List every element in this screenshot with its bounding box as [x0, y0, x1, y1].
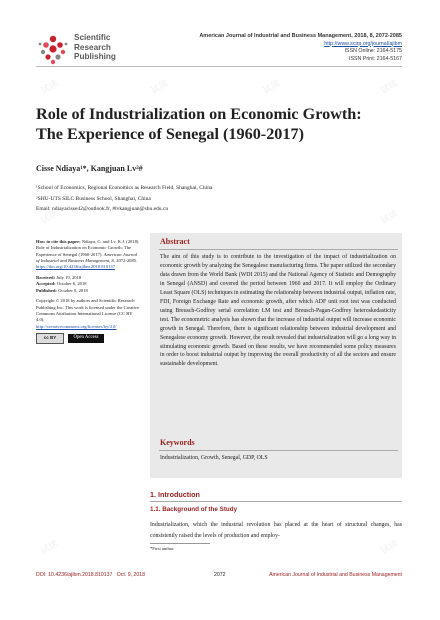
keywords-heading: Keywords [160, 438, 195, 447]
publisher-logo [36, 32, 70, 66]
watermark: 试读 [378, 78, 400, 96]
affiliation-2: ²SHU-UTS SILC Business School, Shanghai, China [36, 195, 151, 202]
affiliations [36, 183, 212, 215]
journal-citation: American Journal of Industrial and Business Management, 2018, 8, 2072-2085 [199, 33, 402, 39]
published-date: October 9, 2018 [58, 287, 88, 293]
cc-by-icon[interactable]: cc BY [36, 333, 64, 344]
open-access-label: Open Access [73, 335, 99, 341]
keywords-divider [159, 450, 398, 451]
paper-title: Role of Industrialization on Economic Growth: The Experience of Senegal (1960-2017) [36, 105, 362, 143]
received-date: July 19, 2018 [56, 274, 82, 280]
watermark: 试读 [260, 78, 282, 96]
open-access-badge [68, 334, 104, 343]
keywords-text: Industrialization, Growth, Senegal, GDP, OLS [160, 455, 268, 461]
section-heading-introduction: 1. Introduction [150, 490, 200, 499]
issn-print: ISSN Print: 2164-5167 [349, 55, 402, 62]
footnote: *First author. [150, 546, 175, 551]
watermark: 试读 [38, 538, 60, 556]
header-divider [36, 66, 402, 67]
watermark: 试读 [38, 78, 60, 96]
author-list: Cisse Ndiaya¹*, Kangjuan Lv²# [36, 164, 143, 173]
subsection-heading-background: 1.1. Background of the Study [150, 506, 238, 513]
abstract-divider [159, 249, 398, 250]
footnote-divider [150, 543, 210, 544]
cite-label: How to cite this paper: [36, 239, 81, 244]
issn-online: ISSN Online: 2164-5175 [344, 48, 402, 55]
cite-pages: 8, 2072-2085. [111, 257, 138, 263]
cite-text: Ndiaya, C. and Lv, K.J. (2018) Role of Industrialization on Economic Growth: The Experience of Senegal (1960-2017). [36, 239, 139, 257]
author-email: Email: ndiayacisse42@outlook.fr, #lvkangjuan@shu.edu.cn [36, 206, 169, 212]
abstract-heading: Abstract [160, 237, 190, 246]
cite-journal: American Journal of Industrial and Business Management, [36, 251, 138, 263]
footer-doi: DOI: 10.4236/ajibm.2018.810137 [36, 572, 113, 578]
publisher-name: Scientific Research Publishing [74, 33, 116, 62]
footer-date: Oct. 9, 2018 [116, 572, 146, 578]
watermark: 试读 [148, 78, 170, 96]
abstract-text: The aim of this study is to contribute to the investigation of the impact of industrialization on economic growth by analyzing the Senegalese manufacturing firms. The paper utilized the secondary data drawn from the World Bank (WDI 2015) and the National Agency of Statistic and Demography in Senegal (ANSD) and covered the period between 1960 and 2017. It will employ the Ordinary Least Square (OLS) techniques in estimating the relationship between industrial output, inflation rate, FDI, Foreign Exchange Rate and economic growth, after which ADF unit root test was conducted using Breusch-Godfrey serial correlation LM test and Breusch-Pagan-Godfrey heteroskedasticity test. The econometric analysis has shown that the increase of industrial output will increase economic growth in Senegal. Therefore, there is significant relationship between industrial development and Senegalese economy growth. However, the result revealed that industrialization will go a long way in stimulating economic growth. Based on these results, we have recommended some policy measures in order to boost industrial output by improving the overall productivity of all the sectors and ensure sustainable development. [160, 254, 397, 368]
journal-url-link[interactable]: http://www.scirp.org/journal/ajibm [324, 40, 402, 47]
watermark: 试读 [378, 208, 400, 226]
copyright-text: Copyright © 2018 by authors and Scientific Research Publishing Inc. This work is licensed under the Creative Commons Attribution International License (CC BY 4.0). [36, 298, 140, 323]
affiliation-1: ¹School of Economics, Regional Economics as Research Field, Shanghai, China [36, 185, 213, 191]
accepted-date: October 6, 2018 [56, 281, 87, 287]
license-link[interactable]: http://creativecommons.org/licenses/by/4.0/ [36, 323, 117, 329]
intro-paragraph: Industrialization, which the industrial revolution has placed at the heart of structural changes, has consistently raised the levels of production and employ- [150, 522, 402, 539]
footer-journal: American Journal of Industrial and Business Management [269, 572, 402, 578]
doi-link[interactable]: https://doi.org/10.4236/ajibm.2018.810137 [36, 264, 116, 270]
citation-sidebar: How to cite this paper: Ndiaya, C. and Lv, K.J. (2018) Role of Industrialization on Economic Growth: The Experience of Senegal (1960-2017). American Journal of Industrial and Business Management, 8, 2072-2085. https://doi.org/10.4236/ajibm.2018.810137 Received: July 19, 2018 Accepted: October 6, 2018 Published: October 9, 2018 Copyright © 2018 by authors and Scientific Research Publishing Inc. This work is licensed under the Creative Commons Attribution International License (CC BY 4.0). http://creativecommons.org/licenses/by/4.0/ cc BY Open Access [36, 239, 140, 348]
watermark: 试读 [38, 208, 60, 226]
page-number: 2072 [214, 572, 226, 578]
watermark: 试读 [378, 538, 400, 556]
section-divider [150, 501, 402, 502]
journal-meta [199, 33, 402, 63]
